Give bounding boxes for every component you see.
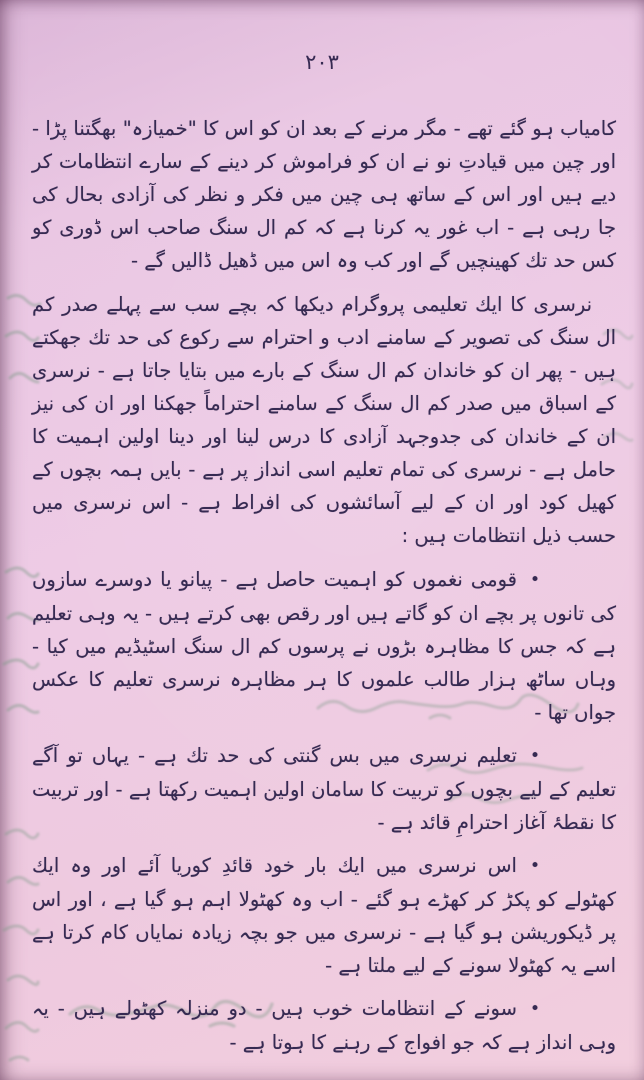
page-text bbox=[32, 112, 616, 1069]
bullet-marker-icon: • bbox=[529, 856, 540, 876]
bullet-marker-icon: • bbox=[529, 746, 540, 766]
bullet-item-leader-visit-cradle bbox=[32, 849, 616, 982]
bullet-item-counting-education bbox=[32, 739, 616, 839]
bullet-marker-icon: • bbox=[529, 570, 540, 590]
paragraph-nursery-program: نرسری كا ايك تعليمی پروگرام ديكھا كہ بچے سب سے پہلے صدر كم ال سنگ كی تصوير كے سامنے ادب و احترام سے ركوع كی حد تك جھكتے ہيں - پھر ان كو خاندان كم ال سنگ كے بارے ميں بتايا جاتا ہے - نرسری كے اسباق ميں صدر كم ال سنگ كے سامنے احتراماً جھكنا اور ان كی نيز ان كے خاندان كی جدوجہد آزادی كا درس لينا اور دينا اولين اہميت كا حامل ہے - نرسری كی تمام تعليم اسی انداز پر ہے - بايں ہمہ بچوں كے كھيل كود اور ان كے ليے آسائشوں كی افراط ہے - اس نرسری ميں حسب ذيل انتظامات ہيں : bbox=[32, 293, 616, 547]
bullet-item-national-songs bbox=[32, 563, 616, 729]
paragraph-continuation: كامياب ہو گئے تھے - مگر مرنے كے بعد ان كو اس كا "خميازہ" بھگتنا پڑا - اور چين ميں قيادتِ نو نے ان كو فراموش كر دينے كے سارے انتظامات كر ديے ہيں اور اس كے ساتھ ہی چين ميں فكر و نظر كی آزادی بحال كی جا رہی ہے - اب غور يہ كرنا ہے كہ كم ال سنگ صاحب اس ڈوری كو كس حد تك كھينچيں گے اور كب وہ اس ميں ڈھيل ڈاليں گے - bbox=[32, 117, 616, 272]
bullet-text: سونے كے انتظامات خوب ہيں - دو منزلہ كھٹولے ہيں - يہ وہی انداز ہے كہ جو افواج كے رہنے كا ہوتا ہے - bbox=[32, 997, 616, 1054]
bullet-marker-icon: • bbox=[529, 999, 540, 1019]
bullet-text: تعليم نرسری ميں بس گنتی كی حد تك ہے - يہاں تو آگے تعليم كے ليے بچوں كو تربيت كا سامان اولين اہميت ركھتا ہے - اور تربيت كا نقطۂ آغاز احترامِ قائد ہے - bbox=[32, 744, 616, 834]
bullet-text: اس نرسری ميں ايك بار خود قائدِ كوريا آئے اور وہ ايك كھٹولے كو پكڑ كر كھڑے ہو گئے - اب وہ كھٹولا اہم ہو گيا ہے ، اور اس پر ڈيكوريشن ہو گيا ہے - نرسری ميں جو بچہ زيادہ نماياں كام كرتا ہے اسے يہ كھٹولا سونے كے ليے ملتا ہے - bbox=[32, 854, 616, 977]
bullet-item-sleeping-arrangements bbox=[32, 992, 616, 1059]
page-number: ۲۰۳ bbox=[305, 50, 339, 74]
bullet-text: قومی نغموں كو اہميت حاصل ہے - پيانو يا دوسرے سازوں كی تانوں پر بچے ان كو گاتے ہيں اور رقص بھی كرتے ہيں - يہ وہی تعليم ہے كہ جس كا مظاہرہ بڑوں نے پرسوں كم ال سنگ اسٹيڈيم ميں كيا - وہاں ساٹھ ہزار طالب علموں كا ہر مظاہرہ نرسری تعليم كا عكس جواں تھا - bbox=[32, 568, 616, 724]
